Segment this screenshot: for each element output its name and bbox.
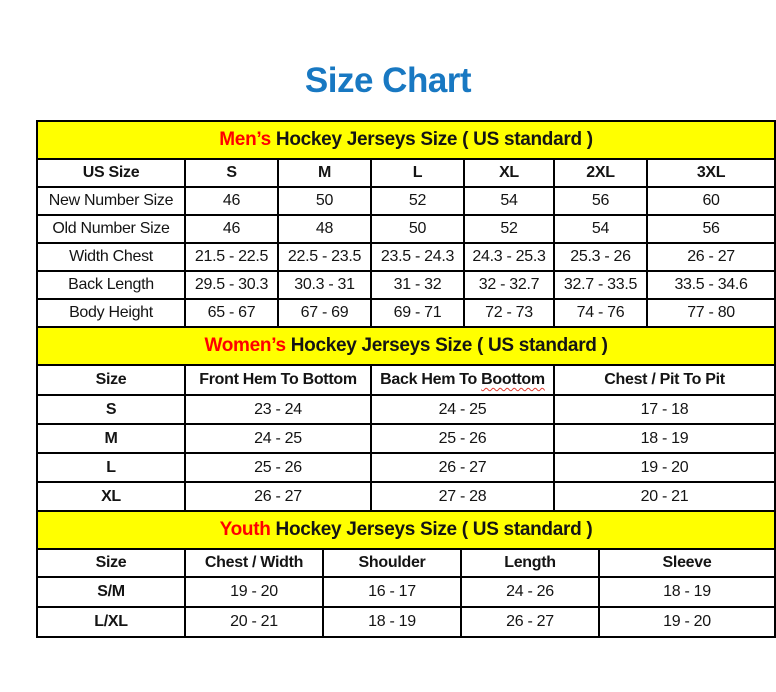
table-row bbox=[37, 271, 775, 299]
table-cell: 32 - 32.7 bbox=[464, 271, 554, 299]
mens-highlight-word: Men’s bbox=[219, 129, 271, 150]
table-cell: 50 bbox=[371, 215, 464, 243]
mens-header-row bbox=[37, 159, 775, 187]
table-cell: 25.3 - 26 bbox=[554, 243, 647, 271]
table-row bbox=[37, 607, 775, 637]
table-cell: 65 - 67 bbox=[185, 299, 278, 327]
table-cell: 23 - 24 bbox=[185, 395, 371, 424]
row-label: M bbox=[37, 424, 185, 453]
mens-title-rest: Hockey Jerseys Size ( US standard ) bbox=[270, 129, 593, 150]
column-header: Chest / Pit To Pit bbox=[554, 365, 775, 395]
youth-size-table bbox=[36, 510, 776, 638]
table-cell: 52 bbox=[371, 187, 464, 215]
column-header: S bbox=[185, 159, 278, 187]
table-cell: 20 - 21 bbox=[185, 607, 323, 637]
table-row bbox=[37, 395, 775, 424]
column-header: US Size bbox=[37, 159, 185, 187]
table-row bbox=[37, 453, 775, 482]
table-cell: 69 - 71 bbox=[371, 299, 464, 327]
column-header: Length bbox=[461, 549, 599, 577]
page-title: Size Chart bbox=[304, 61, 472, 100]
womens-size-table bbox=[36, 326, 776, 512]
row-label: Old Number Size bbox=[37, 215, 185, 243]
table-cell: 29.5 - 30.3 bbox=[185, 271, 278, 299]
table-cell: 25 - 26 bbox=[185, 453, 371, 482]
table-cell: 18 - 19 bbox=[323, 607, 461, 637]
table-cell: 26 - 27 bbox=[185, 482, 371, 511]
table-cell: 17 - 18 bbox=[554, 395, 775, 424]
mens-size-table bbox=[36, 120, 776, 328]
column-header: Shoulder bbox=[323, 549, 461, 577]
column-header: M bbox=[278, 159, 371, 187]
row-label: S bbox=[37, 395, 185, 424]
table-row bbox=[37, 215, 775, 243]
column-header: XL bbox=[464, 159, 554, 187]
row-label: New Number Size bbox=[37, 187, 185, 215]
column-header: Size bbox=[37, 365, 185, 395]
table-cell: 46 bbox=[185, 187, 278, 215]
youth-highlight-word: Youth bbox=[219, 519, 271, 540]
table-row bbox=[37, 187, 775, 215]
table-cell: 50 bbox=[278, 187, 371, 215]
table-row bbox=[37, 482, 775, 511]
table-cell: 31 - 32 bbox=[371, 271, 464, 299]
row-label: L bbox=[37, 453, 185, 482]
youth-section-band bbox=[37, 511, 775, 549]
table-cell: 21.5 - 22.5 bbox=[185, 243, 278, 271]
table-cell: 30.3 - 31 bbox=[278, 271, 371, 299]
youth-title-rest: Hockey Jerseys Size ( US standard ) bbox=[270, 519, 593, 540]
table-cell: 19 - 20 bbox=[185, 577, 323, 607]
table-cell: 74 - 76 bbox=[554, 299, 647, 327]
womens-highlight-word: Women’s bbox=[204, 335, 286, 356]
table-cell: 26 - 27 bbox=[461, 607, 599, 637]
size-chart-sheet bbox=[36, 120, 774, 638]
table-row bbox=[37, 299, 775, 327]
table-cell: 33.5 - 34.6 bbox=[647, 271, 775, 299]
table-cell: 48 bbox=[278, 215, 371, 243]
womens-section-band bbox=[37, 327, 775, 365]
table-cell: 60 bbox=[647, 187, 775, 215]
table-cell: 56 bbox=[647, 215, 775, 243]
table-cell: 20 - 21 bbox=[554, 482, 775, 511]
column-header: Chest / Width bbox=[185, 549, 323, 577]
table-row bbox=[37, 424, 775, 453]
table-cell: 67 - 69 bbox=[278, 299, 371, 327]
table-cell: 24 - 26 bbox=[461, 577, 599, 607]
table-cell: 24 - 25 bbox=[185, 424, 371, 453]
table-cell: 32.7 - 33.5 bbox=[554, 271, 647, 299]
row-label: L/XL bbox=[37, 607, 185, 637]
row-label: Back Length bbox=[37, 271, 185, 299]
table-cell: 46 bbox=[185, 215, 278, 243]
table-cell: 26 - 27 bbox=[647, 243, 775, 271]
table-cell: 26 - 27 bbox=[371, 453, 554, 482]
back-hem-prefix: Back Hem To bbox=[380, 371, 482, 388]
row-label: XL bbox=[37, 482, 185, 511]
youth-header-row bbox=[37, 549, 775, 577]
table-cell: 19 - 20 bbox=[599, 607, 775, 637]
table-cell: 18 - 19 bbox=[554, 424, 775, 453]
table-cell: 22.5 - 23.5 bbox=[278, 243, 371, 271]
table-cell: 23.5 - 24.3 bbox=[371, 243, 464, 271]
table-cell: 27 - 28 bbox=[371, 482, 554, 511]
womens-section-title bbox=[37, 327, 775, 365]
youth-section-title bbox=[37, 511, 775, 549]
mens-section-band bbox=[37, 121, 775, 159]
table-cell: 24 - 25 bbox=[371, 395, 554, 424]
table-cell: 18 - 19 bbox=[599, 577, 775, 607]
table-row bbox=[37, 243, 775, 271]
column-header: L bbox=[371, 159, 464, 187]
table-cell: 24.3 - 25.3 bbox=[464, 243, 554, 271]
table-row bbox=[37, 577, 775, 607]
table-cell: 56 bbox=[554, 187, 647, 215]
column-header-misspelled bbox=[371, 365, 554, 395]
womens-title-rest: Hockey Jerseys Size ( US standard ) bbox=[285, 335, 608, 356]
table-cell: 54 bbox=[554, 215, 647, 243]
spellcheck-squiggle-word: Boottom bbox=[481, 371, 545, 388]
row-label: Width Chest bbox=[37, 243, 185, 271]
table-cell: 19 - 20 bbox=[554, 453, 775, 482]
column-header: 2XL bbox=[554, 159, 647, 187]
table-cell: 77 - 80 bbox=[647, 299, 775, 327]
table-cell: 54 bbox=[464, 187, 554, 215]
column-header: Front Hem To Bottom bbox=[185, 365, 371, 395]
row-label: S/M bbox=[37, 577, 185, 607]
column-header: Size bbox=[37, 549, 185, 577]
column-header: Sleeve bbox=[599, 549, 775, 577]
table-cell: 52 bbox=[464, 215, 554, 243]
table-cell: 16 - 17 bbox=[323, 577, 461, 607]
table-cell: 25 - 26 bbox=[371, 424, 554, 453]
womens-header-row bbox=[37, 365, 775, 395]
mens-section-title bbox=[37, 121, 775, 159]
column-header: 3XL bbox=[647, 159, 775, 187]
table-cell: 72 - 73 bbox=[464, 299, 554, 327]
row-label: Body Height bbox=[37, 299, 185, 327]
